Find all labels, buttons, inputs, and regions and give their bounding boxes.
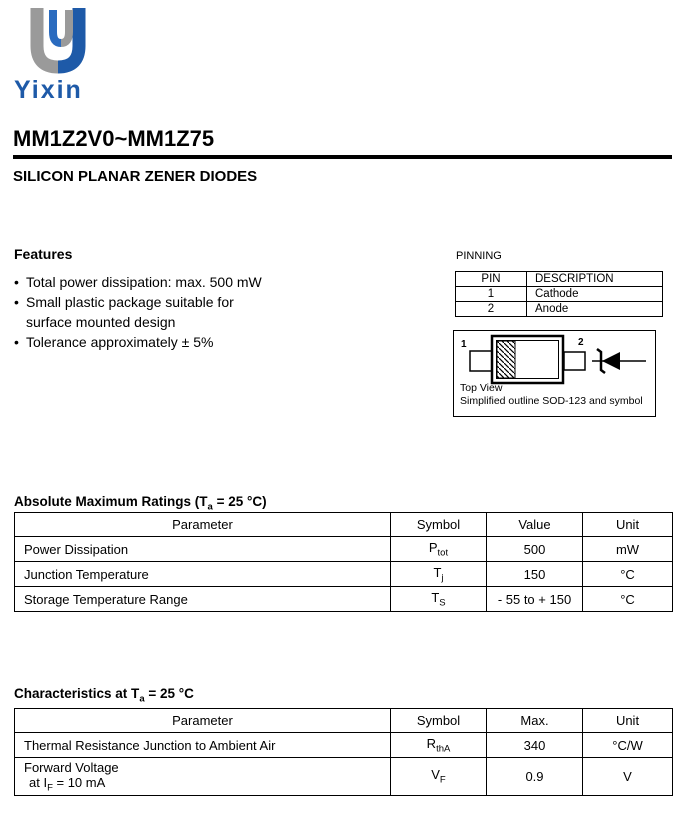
pin-number: 2 (456, 302, 527, 317)
package-caption (460, 382, 643, 408)
pin-column-header: PIN (456, 272, 527, 287)
pin-description: Cathode (527, 287, 663, 302)
lead2-shape (564, 352, 585, 370)
feature-item-continued: surface mounted design (26, 314, 176, 330)
logo-u-icon (28, 8, 88, 74)
feature-text: Small plastic package suitable for (26, 294, 234, 310)
column-header: Parameter (15, 709, 391, 733)
table-row (15, 587, 673, 612)
pin1-label: 1 (461, 339, 467, 350)
company-logo (14, 8, 134, 105)
pin-description: Anode (527, 302, 663, 317)
page-subtitle: SILICON PLANAR ZENER DIODES (13, 168, 258, 185)
caption-outline: Simplified outline SOD-123 and symbol (460, 395, 643, 407)
bullet-icon: • (14, 334, 19, 350)
table-row (456, 302, 663, 317)
features-title: Features (14, 246, 73, 262)
value-cell: 150 (487, 562, 583, 587)
column-header: Max. (487, 709, 583, 733)
parameter-cell: Forward Voltage at $I_F = 10$ mA (15, 758, 391, 796)
feature-text: Tolerance approximately ± 5% (26, 334, 214, 350)
column-header: Parameter (15, 513, 391, 537)
page-title-part-number: MM1Z2V0~MM1Z75 (13, 126, 215, 151)
sod123-package-drawing (454, 333, 654, 385)
brand-name: Yixin (14, 76, 83, 104)
symbol-cell: $T_j$ (391, 562, 487, 587)
feature-item (14, 272, 354, 292)
parameter-cell: Junction Temperature (15, 562, 391, 587)
unit-cell: °C/W (583, 733, 673, 758)
unit-cell: V (583, 758, 673, 796)
feature-item (14, 292, 354, 312)
amr-header-row (15, 513, 673, 537)
value-cell: - 55 to + 150 (487, 587, 583, 612)
symbol-cell: $R_{thA}$ (391, 733, 487, 758)
table-row (456, 287, 663, 302)
amr-section-title: Absolute Maximum Ratings ($T_a = 25$ °C) (14, 494, 267, 513)
lead1-shape (470, 351, 493, 371)
characteristics-section-title: Characteristics at $T_a = 25$ °C (14, 686, 194, 705)
column-header: Symbol (391, 709, 487, 733)
table-row (15, 537, 673, 562)
bullet-icon: • (14, 274, 19, 290)
amr-table (14, 512, 673, 612)
pinning-header-row (456, 272, 663, 287)
value-cell: 0.9 (487, 758, 583, 796)
table-row (15, 758, 673, 796)
pin2-label: 2 (578, 337, 584, 348)
value-cell: 500 (487, 537, 583, 562)
features-section (14, 246, 354, 352)
unit-cell: mW (583, 537, 673, 562)
feature-item (14, 332, 354, 352)
package-outline-box (453, 330, 656, 417)
zener-diode-symbol-icon (592, 349, 646, 373)
table-row (15, 733, 673, 758)
column-header: Unit (583, 709, 673, 733)
pinning-table (455, 271, 663, 317)
feature-text: Total power dissipation: max. 500 mW (26, 274, 262, 290)
symbol-cell: $T_S$ (391, 587, 487, 612)
pin-number: 1 (456, 287, 527, 302)
unit-cell: °C (583, 562, 673, 587)
parameter-cell: Storage Temperature Range (15, 587, 391, 612)
parameter-cell: Power Dissipation (15, 537, 391, 562)
table-row (15, 562, 673, 587)
parameter-cell: Thermal Resistance Junction to Ambient Air (15, 733, 391, 758)
characteristics-table (14, 708, 673, 796)
symbol-cell: $P_{tot}$ (391, 537, 487, 562)
value-cell: 340 (487, 733, 583, 758)
pinning-title: PINNING (456, 250, 502, 262)
column-header: Symbol (391, 513, 487, 537)
parameter-condition: at $I_F = 10$ mA (29, 774, 106, 794)
description-column-header: DESCRIPTION (527, 272, 663, 287)
cathode-band (497, 341, 515, 378)
header-divider (13, 155, 672, 159)
bullet-icon: • (14, 294, 19, 310)
column-header: Unit (583, 513, 673, 537)
unit-cell: °C (583, 587, 673, 612)
column-header: Value (487, 513, 583, 537)
symbol-cell: $V_F$ (391, 758, 487, 796)
characteristics-header-row (15, 709, 673, 733)
caption-top-view: Top View (460, 382, 503, 394)
